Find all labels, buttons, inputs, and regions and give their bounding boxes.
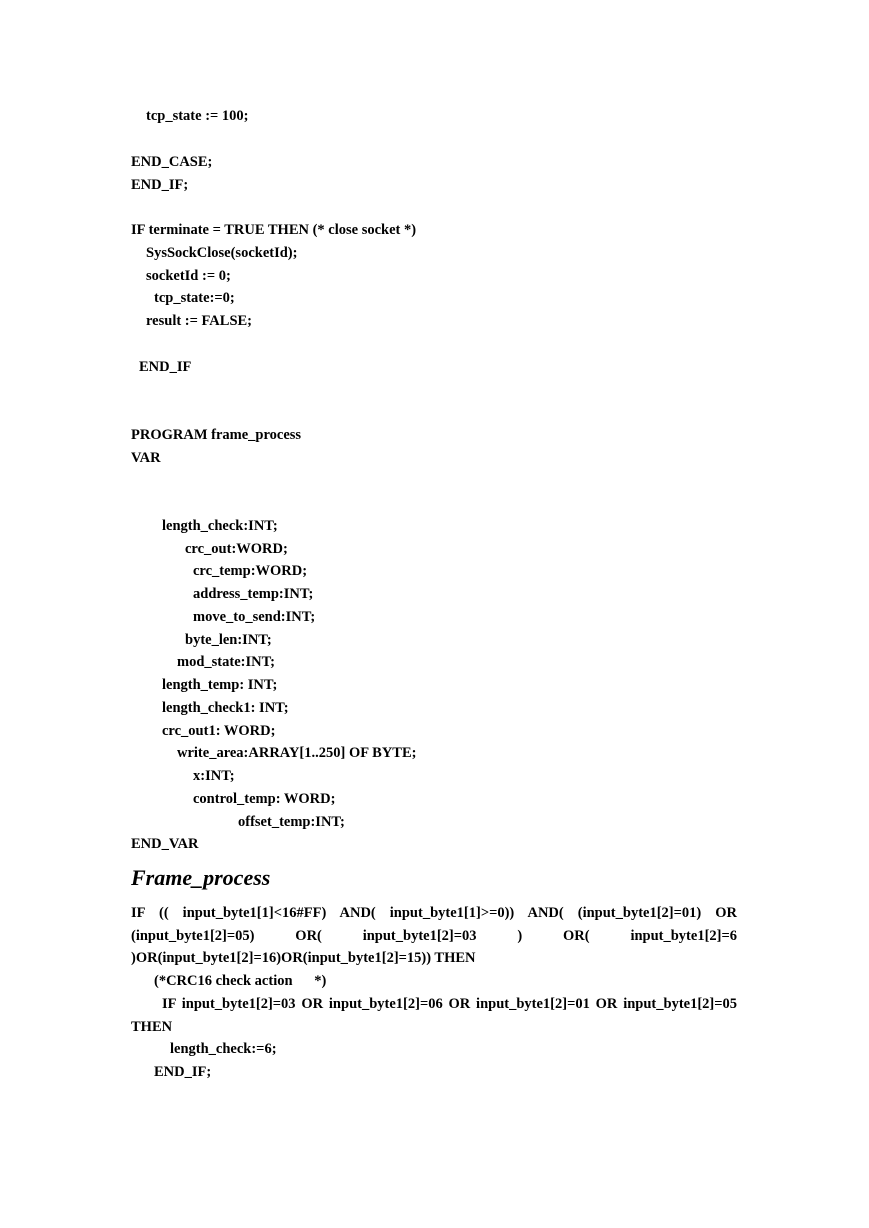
code-line: END_IF; — [131, 177, 189, 193]
code-line: tcp_state:=0; — [154, 290, 235, 306]
code-line: length_check1: INT; — [162, 700, 289, 716]
code-line: result := FALSE; — [146, 313, 253, 329]
code-line: length_check:=6; — [170, 1041, 277, 1057]
code-paragraph: IF input_byte1[2]=03 OR input_byte1[2]=06 OR input_byte1[2]=01 OR input_byte1[2]=05 THEN — [131, 996, 737, 1035]
code-line: control_temp: WORD; — [193, 791, 336, 807]
code-line: address_temp:INT; — [193, 586, 314, 602]
code-line: crc_out:WORD; — [185, 541, 288, 557]
code-line: length_check:INT; — [162, 518, 278, 534]
code-line: offset_temp:INT; — [238, 814, 345, 830]
code-line: crc_temp:WORD; — [193, 563, 308, 579]
code-line: END_CASE; — [131, 154, 213, 170]
section-heading: Frame_process — [131, 865, 271, 890]
code-line: PROGRAM frame_process — [131, 427, 302, 443]
code-line: END_IF — [139, 359, 192, 375]
code-line: IF terminate = TRUE THEN (* close socket *) — [131, 222, 417, 238]
code-line: socketId := 0; — [146, 268, 231, 284]
code-line: SysSockClose(socketId); — [146, 245, 298, 261]
code-line: VAR — [131, 450, 161, 466]
code-comment: (*CRC16 check action *) — [154, 973, 327, 989]
code-line: END_IF; — [154, 1064, 212, 1080]
code-line: x:INT; — [193, 768, 235, 784]
code-line: mod_state:INT; — [177, 654, 275, 670]
code-line: byte_len:INT; — [185, 632, 272, 648]
code-line: END_VAR — [131, 836, 199, 852]
code-line: length_temp: INT; — [162, 677, 278, 693]
code-paragraph: IF (( input_byte1[1]<16#FF) AND( input_byte1[1]>=0)) AND( (input_byte1[2]=01) OR (input_byte1[2]=05) OR( input_byte1[2]=03 ) OR( input_byte1[2]=6 )OR(input_byte1[2]=16)OR(input_byte1[2]=15)) THEN — [131, 905, 737, 966]
code-line: tcp_state := 100; — [146, 108, 249, 124]
code-line: write_area:ARRAY[1..250] OF BYTE; — [177, 745, 417, 761]
code-line: crc_out1: WORD; — [162, 723, 276, 739]
code-line: move_to_send:INT; — [193, 609, 316, 625]
